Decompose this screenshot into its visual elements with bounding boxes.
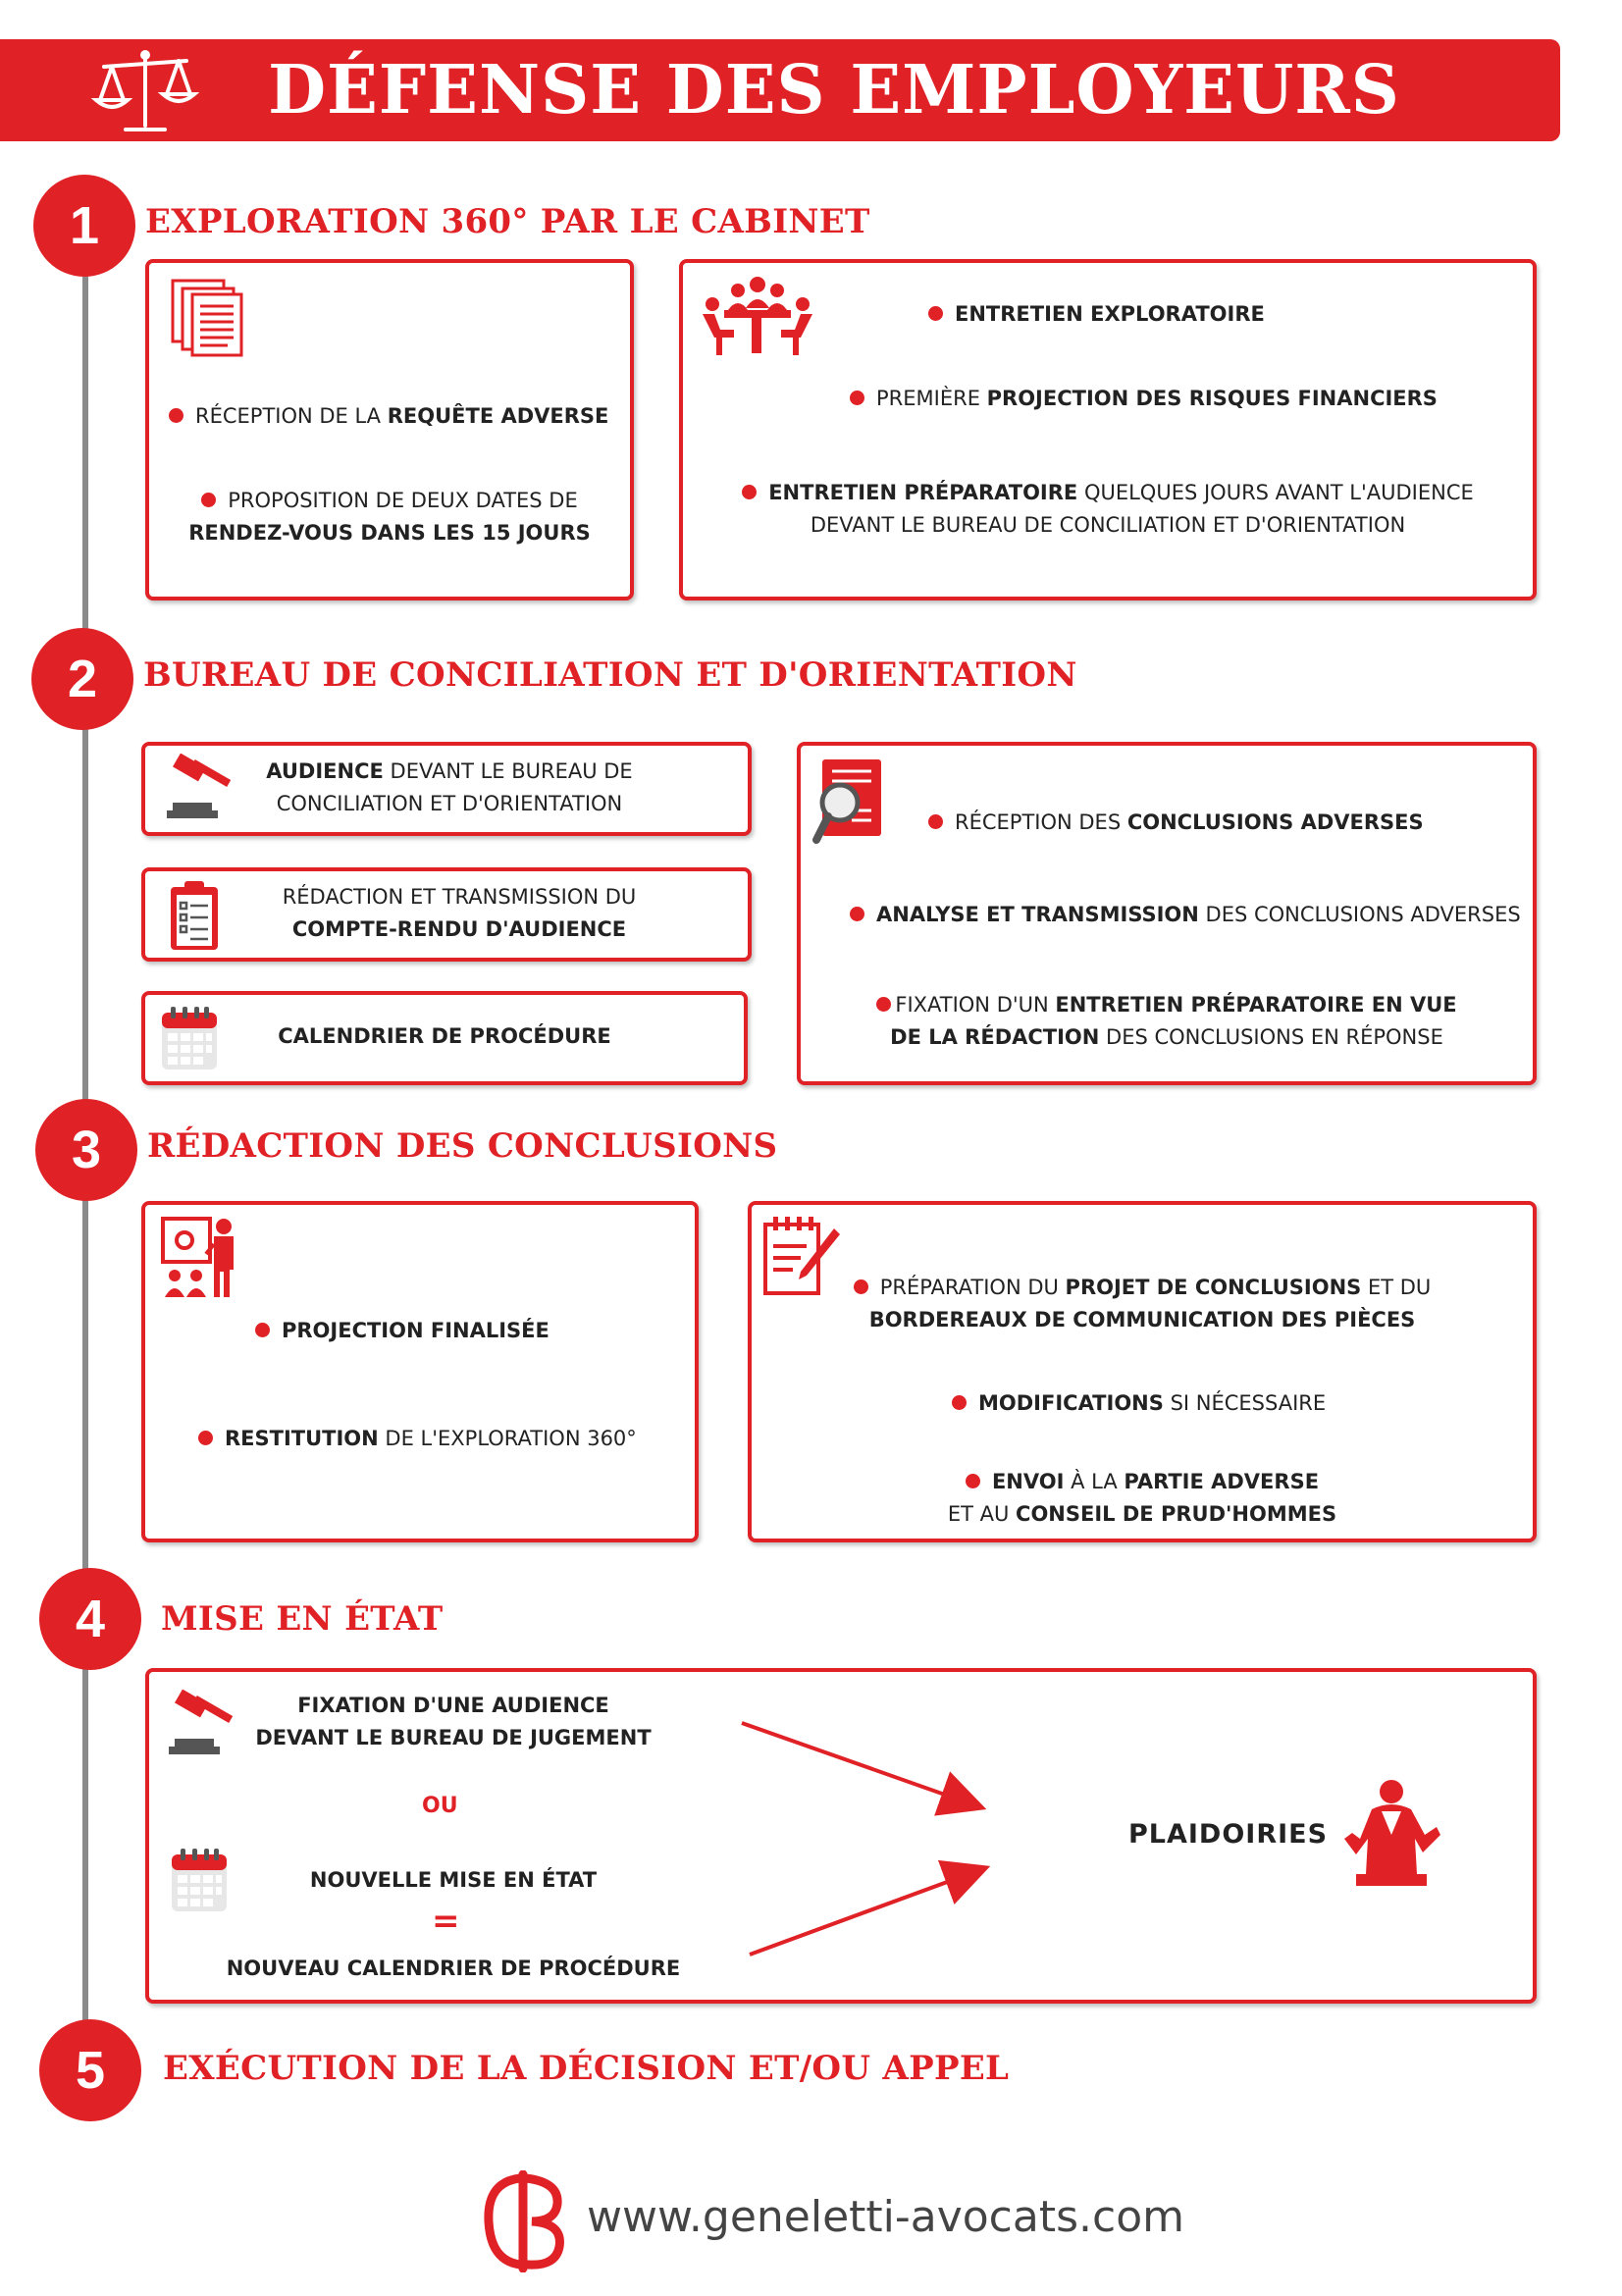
step-3-box-right [748, 1201, 1537, 1542]
step-2-calendrier-text: CALENDRIER DE PROCÉDURE [278, 1024, 611, 1048]
footer-url[interactable]: www.geneletti-avocats.com [587, 2192, 1184, 2242]
step-4-option-mise-en-etat: NOUVELLE MISE EN ÉTAT [309, 1868, 598, 1892]
step-3-item-envoi: ENVOI À LA PARTIE ADVERSE ET AU CONSEIL DE PRUD'HOMMES [947, 1470, 1337, 1526]
step-3-item-modifications: MODIFICATIONS SI NÉCESSAIRE [952, 1387, 1326, 1420]
step-4-equals: = [432, 1902, 460, 1941]
bullet-icon [928, 306, 943, 321]
step-1-box-left [145, 259, 634, 600]
step-2-audience-text: AUDIENCE DEVANT LE BUREAU DE CONCILIATION ET D'ORIENTATION [266, 759, 633, 815]
step-3-item-projection-finalisee: PROJECTION FINALISÉE [255, 1315, 549, 1347]
bullet-icon [850, 907, 864, 921]
step-2-item-reception-conclusions: RÉCEPTION DES CONCLUSIONS ADVERSES [928, 807, 1424, 839]
step-2-box-right [797, 742, 1537, 1085]
documents-icon [169, 277, 245, 357]
bullet-icon [255, 1323, 270, 1337]
firm-logo [477, 2170, 571, 2272]
step-3-box-left [141, 1201, 699, 1542]
clipboard-checklist-icon [167, 879, 222, 954]
step-1-item-requete: RÉCEPTION DE LA REQUÊTE ADVERSE [169, 400, 608, 433]
header-banner [0, 39, 1560, 141]
step-4-box [145, 1668, 1537, 2004]
step-2-title: BUREAU DE CONCILIATION ET D'ORIENTATION [143, 655, 1077, 695]
bullet-icon [198, 1431, 213, 1445]
step-4-number: 4 [39, 1568, 141, 1670]
step-1-box-right [679, 259, 1537, 600]
step-1-number: 1 [33, 175, 135, 277]
step-1-item-rendez-vous: PROPOSITION DE DEUX DATES DE RENDEZ-VOUS DANS LES 15 JOURS [188, 489, 591, 545]
bullet-icon [952, 1395, 967, 1410]
step-1-item-projection-risques: PREMIÈRE PROJECTION DES RISQUES FINANCIERS [850, 383, 1438, 415]
step-2-number: 2 [31, 628, 133, 730]
presentation-icon [159, 1215, 239, 1305]
step-2-item-fixation-entretien: FIXATION D'UN ENTRETIEN PRÉPARATOIRE EN VUE DE LA RÉDACTION DES CONCLUSIONS EN RÉPONSE [801, 989, 1533, 1054]
step-3-item-restitution: RESTITUTION DE L'EXPLORATION 360° [198, 1423, 637, 1455]
step-3-title: RÉDACTION DES CONCLUSIONS [147, 1126, 778, 1166]
page-title: DÉFENSE DES EMPLOYEURS [268, 51, 1400, 130]
step-1-item-entretien-preparatoire: ENTRETIEN PRÉPARATOIRE QUELQUES JOURS AVANT L'AUDIENCE DEVANT LE BUREAU DE CONCILIATION ET D'ORIENTATION [683, 477, 1533, 542]
document-magnifier-icon [812, 756, 887, 850]
step-3-item-preparation-projet: PRÉPARATION DU PROJET DE CONCLUSIONS ET DU BORDEREAUX DE COMMUNICATION DES PIÈCES [752, 1272, 1533, 1336]
step-4-option-audience: FIXATION D'UNE AUDIENCE DEVANT LE BUREAU DE JUGEMENT [255, 1694, 652, 1749]
step-2-box-calendrier [141, 991, 748, 1085]
calendar-icon [159, 1005, 220, 1073]
step-2-item-analyse-transmission: ANALYSE ET TRANSMISSION DES CONCLUSIONS ADVERSES [850, 899, 1521, 931]
step-3-number: 3 [35, 1099, 137, 1201]
step-4-nouveau-calendrier: NOUVEAU CALENDRIER DE PROCÉDURE [226, 1957, 681, 1980]
meeting-icon [701, 275, 814, 357]
bullet-icon [201, 493, 216, 507]
bullet-icon [854, 1279, 868, 1294]
arrow-to-plaidoiries-top [742, 1723, 975, 1805]
step-5-title: EXÉCUTION DE LA DÉCISION ET/OU APPEL [163, 2049, 1010, 2088]
step-4-or-label: OU [422, 1794, 458, 1818]
step-2-compte-rendu-text: RÉDACTION ET TRANSMISSION DU COMPTE-RENDU D'AUDIENCE [282, 885, 637, 941]
step-2-box-compte-rendu [141, 867, 752, 962]
bullet-icon [928, 814, 943, 829]
step-5-number: 5 [39, 2019, 141, 2121]
step-2-box-audience [141, 742, 752, 836]
lawyer-pleading-icon [1342, 1776, 1440, 1890]
arrow-to-plaidoiries-bottom [750, 1870, 979, 1955]
bullet-icon [742, 485, 757, 499]
bullet-icon [850, 391, 864, 405]
step-1-title: EXPLORATION 360° PAR LE CABINET [145, 202, 870, 241]
bullet-icon [966, 1474, 980, 1488]
bullet-icon [876, 997, 891, 1012]
step-4-title: MISE EN ÉTAT [161, 1599, 444, 1639]
step-1-item-entretien-exploratoire: ENTRETIEN EXPLORATOIRE [928, 298, 1265, 331]
bullet-icon [169, 408, 183, 423]
step-4-plaidoiries: PLAIDOIRIES [1128, 1819, 1329, 1850]
